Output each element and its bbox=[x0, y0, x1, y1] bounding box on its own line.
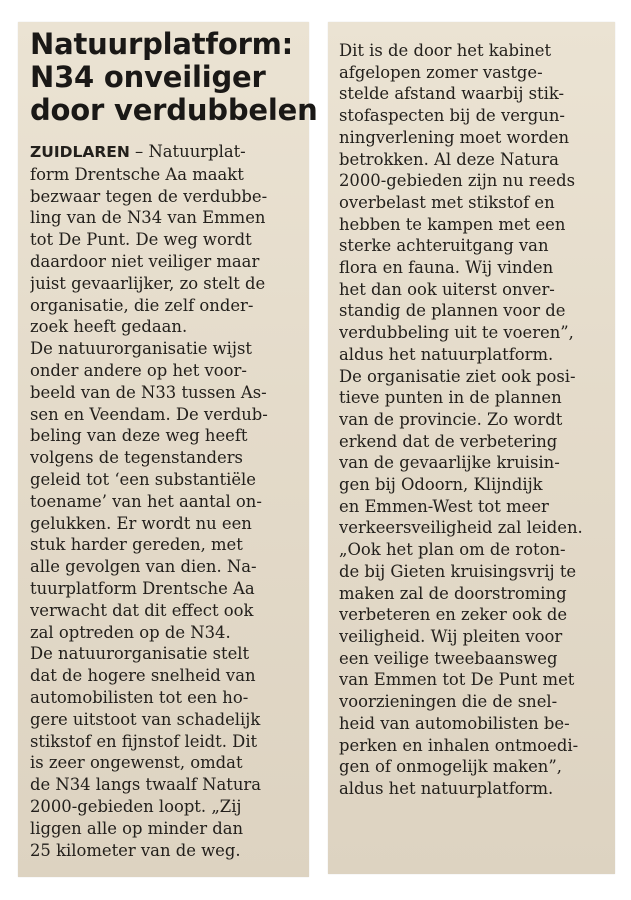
body-text-line: onder andere op het voor- bbox=[30, 360, 247, 380]
body-text-line: tieve punten in de plannen bbox=[339, 388, 562, 408]
body-text-line: form Drentsche Aa maakt bbox=[30, 164, 244, 184]
body-text-line: aldus het natuurplatform. bbox=[339, 344, 554, 364]
headline-line: Natuurplatform: bbox=[30, 27, 294, 61]
right-column-body bbox=[339, 40, 609, 800]
body-text-line: maken zal de doorstroming bbox=[339, 583, 567, 603]
lead-line bbox=[30, 141, 301, 164]
body-text-line: automobilisten tot een ho- bbox=[30, 687, 249, 707]
body-text-line: liggen alle op minder dan bbox=[30, 818, 244, 838]
body-text-line: 25 kilometer van de weg. bbox=[30, 840, 241, 860]
body-text-line: hebben te kampen met een bbox=[339, 214, 566, 234]
body-text-line: afgelopen zomer vastge- bbox=[339, 62, 543, 82]
body-text-line: sterke achteruitgang van bbox=[339, 236, 549, 256]
body-text-line: volgens de tegenstanders bbox=[30, 448, 243, 468]
body-text-line: verdubbeling uit te voeren”, bbox=[339, 323, 574, 343]
body-text-line: stuk harder gereden, met bbox=[30, 535, 243, 555]
body-text-line: geleid tot ‘een substantiële bbox=[30, 469, 256, 489]
body-text-line: veiligheid. Wij pleiten voor bbox=[339, 626, 563, 646]
body-text-line: een veilige tweebaansweg bbox=[339, 648, 558, 668]
body-text-line: daardoor niet veiliger maar bbox=[30, 251, 260, 271]
body-text-line: De natuurorganisatie stelt bbox=[30, 644, 250, 664]
body-text-line: 2000-gebieden zijn nu reeds bbox=[339, 171, 576, 191]
headline-line: N34 onveiliger bbox=[30, 60, 266, 94]
body-text-line: flora en fauna. Wij vinden bbox=[339, 258, 554, 278]
body-text-line: 2000-gebieden loopt. „Zij bbox=[30, 796, 242, 816]
left-column-body bbox=[30, 141, 301, 861]
body-text-line: stofaspecten bij de vergun- bbox=[339, 106, 565, 126]
body-text-line: beeld van de N33 tussen As- bbox=[30, 382, 267, 402]
article-headline bbox=[30, 27, 318, 127]
body-text-line: van de provincie. Zo wordt bbox=[339, 409, 563, 429]
body-text-line: stelde afstand waarbij stik- bbox=[339, 84, 565, 104]
body-text-line: stikstof en fijnstof leidt. Dit bbox=[30, 731, 258, 751]
body-text-line: De organisatie ziet ook posi- bbox=[339, 366, 576, 386]
dateline: ZUIDLAREN bbox=[30, 143, 130, 161]
body-text-line: gen of onmogelijk maken”, bbox=[339, 757, 562, 777]
body-text-line: ling van de N34 van Emmen bbox=[30, 208, 266, 228]
body-text-line: van de gevaarlijke kruisin- bbox=[339, 453, 560, 473]
body-text-line: het dan ook uiterst onver- bbox=[339, 279, 555, 299]
body-text-line: toename’ van het aantal on- bbox=[30, 491, 262, 511]
body-text-line: sen en Veendam. De verdub- bbox=[30, 404, 268, 424]
body-text-line: dat de hogere snelheid van bbox=[30, 666, 256, 686]
body-text-line: zoek heeft gedaan. bbox=[30, 317, 188, 337]
body-text-line: aldus het natuurplatform. bbox=[339, 778, 554, 798]
body-text-line: gen bij Odoorn, Klijndijk bbox=[339, 475, 543, 495]
body-text-line: is zeer ongewenst, omdat bbox=[30, 753, 243, 773]
article-column-right bbox=[328, 22, 615, 874]
headline-line: door verdubbelen bbox=[30, 93, 318, 127]
body-text-line: perken en inhalen ontmoedi- bbox=[339, 735, 579, 755]
body-text-line: beling van deze weg heeft bbox=[30, 426, 248, 446]
body-text-line: verbeteren en zeker ook de bbox=[339, 605, 568, 625]
body-text-line: organisatie, die zelf onder- bbox=[30, 295, 254, 315]
body-text-line: tot De Punt. De weg wordt bbox=[30, 230, 252, 250]
body-text-line: erkend dat de verbetering bbox=[339, 431, 558, 451]
lead-text: – Natuurplat- bbox=[129, 142, 246, 161]
body-text-line: standig de plannen voor de bbox=[339, 301, 566, 321]
body-text-line: heid van automobilisten be- bbox=[339, 713, 570, 733]
body-text-line: gere uitstoot van schadelijk bbox=[30, 709, 261, 729]
body-text-line: de N34 langs twaalf Natura bbox=[30, 775, 262, 795]
article-column-left bbox=[18, 22, 318, 877]
body-text-line: De natuurorganisatie wijst bbox=[30, 339, 252, 359]
body-text-line: gelukken. Er wordt nu een bbox=[30, 513, 252, 533]
body-text-line: van Emmen tot De Punt met bbox=[339, 670, 575, 690]
body-text-line: en Emmen-West tot meer bbox=[339, 496, 549, 516]
body-text-line: voorzieningen die de snel- bbox=[339, 692, 558, 712]
body-text-line: ningverlening moet worden bbox=[339, 127, 570, 147]
body-text-line: tuurplatform Drentsche Aa bbox=[30, 578, 255, 598]
body-text-line: bezwaar tegen de verdubbe- bbox=[30, 186, 268, 206]
body-text-line: zal optreden op de N34. bbox=[30, 622, 231, 642]
body-text-line: verkeersveiligheid zal leiden. bbox=[339, 518, 583, 538]
body-text-line: „Ook het plan om de roton- bbox=[339, 540, 566, 560]
body-text-line: juist gevaarlijker, zo stelt de bbox=[30, 273, 266, 293]
body-text-line: Dit is de door het kabinet bbox=[339, 41, 552, 60]
body-text-line: de bij Gieten kruisingsvrij te bbox=[339, 561, 577, 581]
body-text-line: alle gevolgen van dien. Na- bbox=[30, 557, 257, 577]
body-text-line: overbelast met stikstof en bbox=[339, 192, 555, 212]
body-text-line: verwacht dat dit effect ook bbox=[30, 600, 254, 620]
body-text-line: betrokken. Al deze Natura bbox=[339, 149, 559, 169]
